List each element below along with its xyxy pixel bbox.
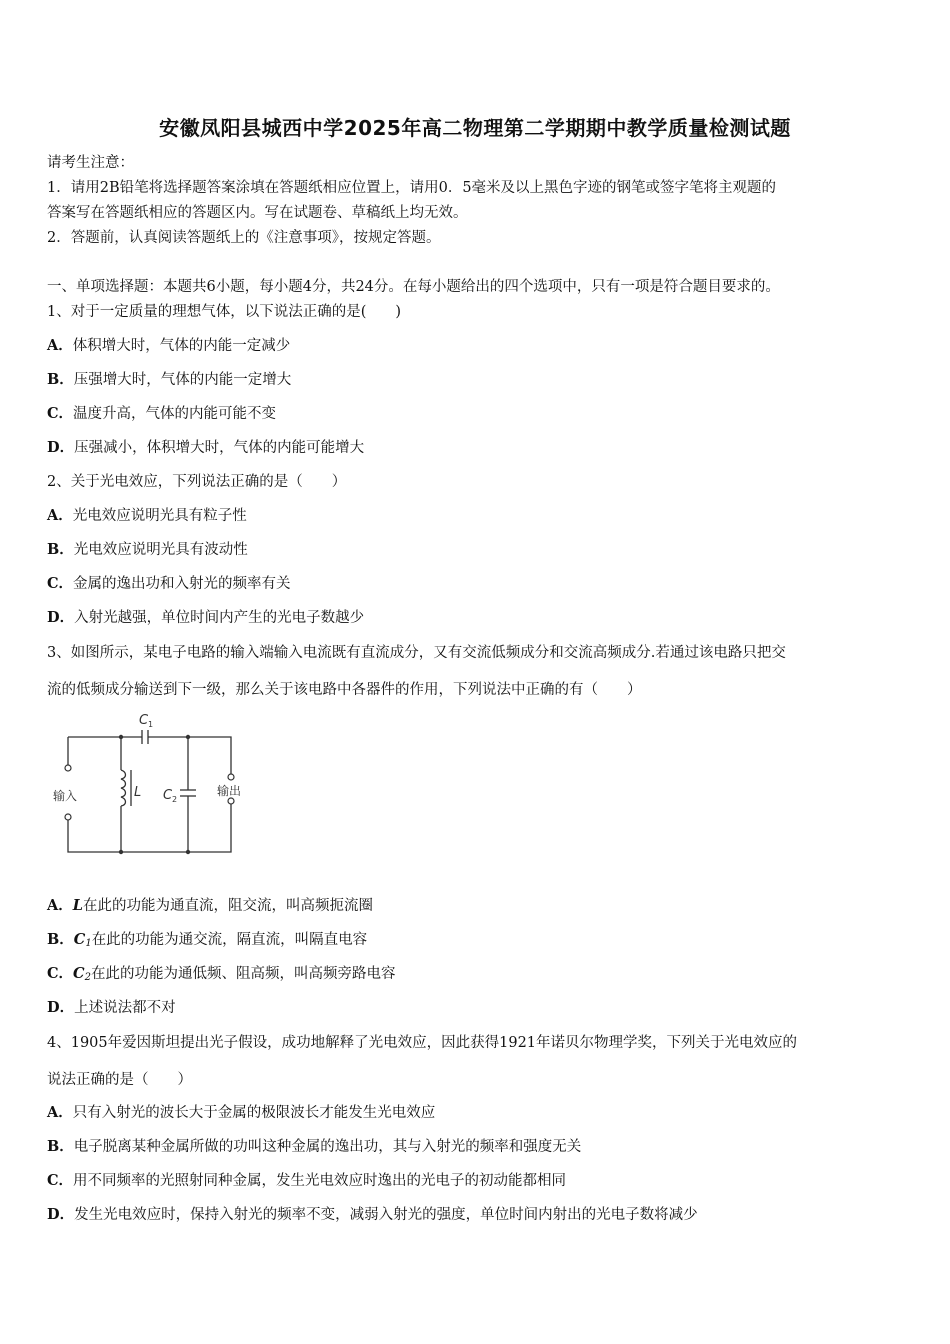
q3-option-a: [47, 896, 373, 916]
option-text: 光电效应说明光具有粒子性: [72, 508, 247, 524]
q4-stem-line-1: 4、1905年爱因斯坦提出光子假设，成功地解释了光电效应，因此获得1921年诺贝尔物理学奖，下列关于光电效应的: [47, 1035, 798, 1051]
notice-heading: 请考生注意：: [47, 155, 134, 171]
option-label: A．: [47, 1104, 73, 1121]
option-label: D．: [47, 1206, 75, 1223]
q2-option-a: [47, 506, 247, 526]
circuit-diagram: [47, 710, 257, 860]
option-text: 光电效应说明光具有波动性: [73, 542, 248, 558]
junction-dot: [186, 735, 190, 739]
option-text: 上述说法都不对: [74, 1000, 176, 1016]
option-label: B．: [47, 541, 74, 558]
q3-stem-line-1: 3、如图所示，某电子电路的输入端输入电流既有直流成分，又有交流低频成分和交流高频成分.若通过该电路只把交: [47, 645, 786, 661]
c2-label-subscript: 2: [172, 795, 178, 804]
option-text: 只有入射光的波长大于金属的极限波长才能发生光电效应: [72, 1105, 436, 1121]
option-text: 用不同频率的光照射同种金属，发生光电效应时逸出的光电子的初动能都相同: [73, 1173, 567, 1189]
output-label: 输出: [217, 784, 242, 798]
option-label: D．: [47, 439, 75, 456]
bottom-wire: [68, 804, 231, 852]
option-variable: L: [72, 897, 83, 914]
q1-option-a: [47, 336, 290, 356]
c2-label: C: [163, 788, 173, 803]
input-terminal-top: [65, 765, 71, 771]
c1-label: C: [139, 713, 149, 728]
notice-item-2: 2．答题前，认真阅读答题纸上的《注意事项》，按规定答题。: [47, 230, 441, 246]
output-terminal-top: [228, 774, 234, 780]
option-text: 压强增大时，气体的内能一定增大: [73, 372, 292, 388]
q3-option-b: [47, 930, 367, 954]
option-variable: C: [73, 931, 86, 948]
q2-stem: 2、关于光电效应，下列说法正确的是（ ）: [47, 474, 347, 490]
option-label: D．: [47, 999, 75, 1016]
q1-option-c: [47, 404, 276, 424]
junction-dot: [119, 850, 123, 854]
q3-option-d: [47, 998, 176, 1018]
q4-option-a: [47, 1103, 435, 1123]
option-text: 入射光越强，单位时间内产生的光电子数越少: [74, 610, 365, 626]
c1-label-subscript: 1: [148, 720, 154, 729]
option-text: 发生光电效应时，保持入射光的频率不变，减弱入射光的强度，单位时间内射出的光电子数将减少: [74, 1207, 698, 1223]
option-label: C．: [47, 575, 74, 592]
option-label: B．: [47, 931, 74, 948]
junction-dot: [186, 850, 190, 854]
option-text: 电子脱离某种金属所做的功叫这种金属的逸出功，其与入射光的频率和强度无关: [73, 1139, 582, 1155]
q2-option-b: [47, 540, 248, 560]
q3-stem-line-2: 流的低频成分输送到下一级，那么关于该电路中各器件的作用，下列说法中正确的有（ ）: [47, 682, 642, 698]
option-label: C．: [47, 405, 74, 422]
option-text: 金属的逸出功和入射光的频率有关: [73, 576, 291, 592]
inductor-label: L: [134, 785, 142, 800]
top-wire-right: [148, 737, 231, 774]
option-variable: C: [73, 965, 85, 982]
option-label: A．: [47, 897, 73, 914]
option-text: 在此的功能为通交流，隔直流，叫隔直电容: [91, 932, 368, 948]
option-text: 体积增大时，气体的内能一定减少: [72, 338, 291, 354]
option-text: 在此的功能为通直流，阻交流，叫高频扼流圈: [82, 898, 373, 914]
q4-stem-line-2: 说法正确的是（ ）: [47, 1072, 192, 1088]
option-text: 压强减小，体积增大时，气体的内能可能增大: [74, 440, 365, 456]
q1-option-d: [47, 438, 364, 458]
q1-stem: 1、对于一定质量的理想气体，以下说法正确的是( ): [47, 304, 402, 320]
option-label: C．: [47, 1172, 74, 1189]
q1-option-b: [47, 370, 291, 390]
notice-item-1-line-2: 答案写在答题纸相应的答题区内。写在试题卷、草稿纸上均无效。: [47, 205, 468, 221]
q4-option-d: [47, 1205, 698, 1225]
page-title: 安徽凤阳县城西中学2025年高二物理第二学期期中教学质量检测试题: [159, 116, 791, 140]
option-text: 在此的功能为通低频、阻高频，叫高频旁路电容: [90, 966, 396, 982]
output-terminal-bottom: [228, 798, 234, 804]
q4-option-c: [47, 1171, 566, 1191]
q2-option-c: [47, 574, 291, 594]
option-label: C．: [47, 965, 74, 982]
q2-option-d: [47, 608, 364, 628]
input-label: 输入: [53, 789, 78, 803]
junction-dot: [119, 735, 123, 739]
option-variable-subscript: 1: [85, 938, 92, 949]
q4-option-b: [47, 1137, 581, 1157]
option-text: 温度升高，气体的内能可能不变: [73, 406, 277, 422]
option-label: D．: [47, 609, 75, 626]
inductor-coil: [121, 770, 126, 806]
option-label: A．: [47, 337, 73, 354]
section-heading: 一、单项选择题：本题共6小题，每小题4分，共24分。在每小题给出的四个选项中，只有一项是符合题目要求的。: [47, 279, 780, 295]
option-label: B．: [47, 1138, 74, 1155]
q3-option-c: [47, 964, 395, 988]
option-variable-subscript: 2: [84, 972, 91, 983]
input-terminal-bottom: [65, 814, 71, 820]
option-label: A．: [47, 507, 73, 524]
notice-item-1-line-1: 1．请用2B铅笔将选择题答案涂填在答题纸相应位置上，请用0．5毫米及以上黑色字迹的钢笔或签字笔将主观题的: [47, 180, 777, 196]
option-label: B．: [47, 371, 74, 388]
